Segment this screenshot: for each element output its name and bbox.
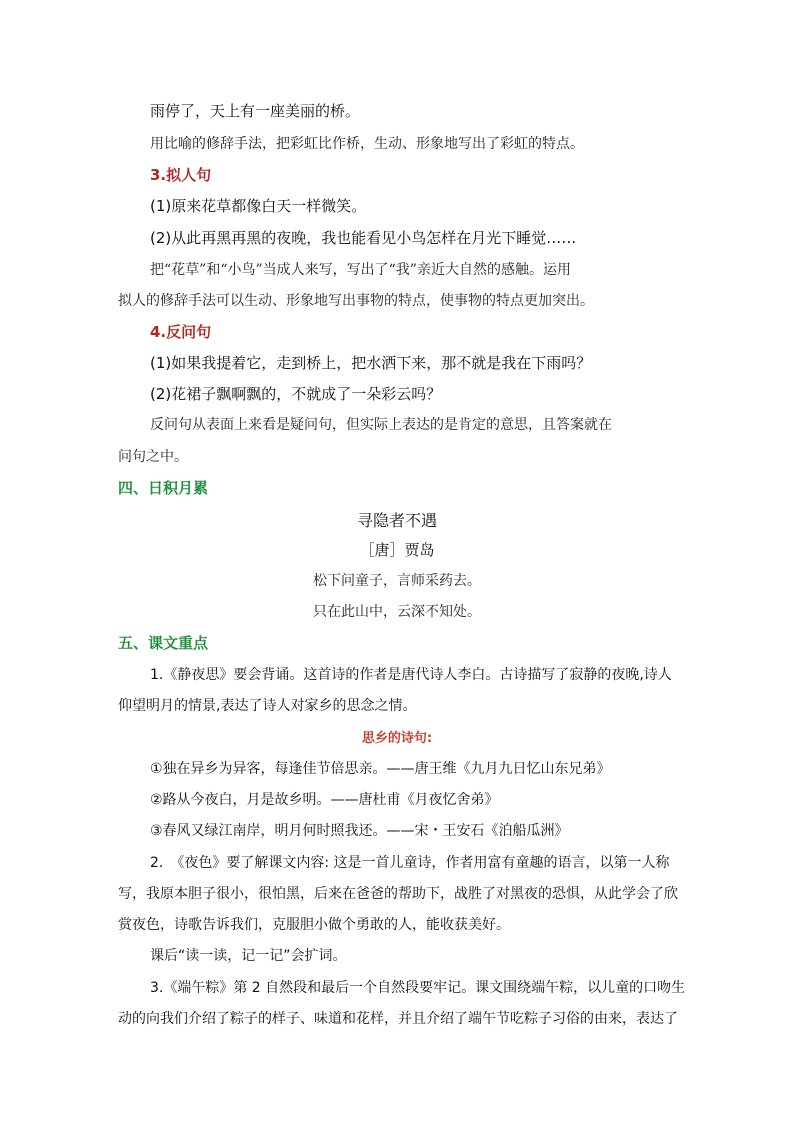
poem-author: ［唐］贾岛 xyxy=(359,541,435,559)
metaphor-explanation: 用比喻的修辞手法，把彩虹比作桥，生动、形象地写出了彩虹的特点。 xyxy=(150,136,584,152)
metaphor-example: 雨停了，天上有一座美丽的桥。 xyxy=(150,102,361,120)
rhetorical-sentence-1: (1)如果我提着它，走到桥上，把水洒下来，那不就是我在下雨吗？ xyxy=(150,354,592,372)
section-4-heading: 四、日积月累 xyxy=(118,479,209,497)
lesson-3-line-1: 3.《端午粽》第 2 自然段和最后一个自然段要牢记。课文围绕端午粽，以儿童的口吻生 xyxy=(150,980,686,996)
rhetorical-explanation-1: 反问句从表面上来看是疑问句，但实际上表达的是肯定的意思，且答案就在 xyxy=(150,417,612,433)
homesick-poems-heading: 思乡的诗句: xyxy=(361,731,433,746)
homesick-quote-3: ③春风又绿江南岸，明月何时照我还。——宋・王安石《泊船瓜洲》 xyxy=(150,823,569,839)
section-5-heading: 五、课文重点 xyxy=(118,634,209,652)
lesson-2-line-1: 2. 《夜色》要了解课文内容: 这是一首儿童诗，作者用富有童趣的语言，以第一人称 xyxy=(150,855,670,871)
lesson-1-line-2: 仰望明月的情景,表达了诗人对家乡的思念之情。 xyxy=(118,698,417,714)
rhetorical-explanation-2: 问句之中。 xyxy=(118,449,188,465)
homesick-quote-1: ①独在异乡为异客，每逢佳节倍思亲。——唐王维《九月九日忆山东兄弟》 xyxy=(150,761,611,777)
personification-explanation-1: 把“花草”和“小鸟”当成人来写，写出了“我”亲近大自然的感触。运用 xyxy=(150,262,571,278)
lesson-3-line-2: 动的向我们介绍了粽子的样子、味道和花样，并且介绍了端午节吃粽子习俗的由来，表达了 xyxy=(118,1011,678,1027)
poem-line-2: 只在此山中，云深不知处。 xyxy=(313,604,481,620)
lesson-2-line-4: 课后“读一读，记一记”会扩词。 xyxy=(150,948,347,964)
personification-heading: 3.拟人句 xyxy=(150,166,212,184)
rhetorical-heading: 4.反问句 xyxy=(150,323,212,341)
personification-sentence-1: (1)原来花草都像白天一样微笑。 xyxy=(150,197,367,215)
lesson-2-line-2: 写，我原本胆子很小，很怕黑，后来在爸爸的帮助下，战胜了对黑夜的恐惧，从此学会了欣 xyxy=(118,886,678,902)
poem-title: 寻隐者不遇 xyxy=(356,511,437,530)
lesson-1-line-1: 1.《静夜思》要会背诵。这首诗的作者是唐代诗人李白。古诗描写了寂静的夜晚,诗人 xyxy=(150,667,672,683)
lesson-2-line-3: 赏夜色，诗歌告诉我们，克服胆小做个勇敢的人，能收获美好。 xyxy=(118,917,510,933)
homesick-quote-2: ②路从今夜白，月是故乡明。——唐杜甫《月夜忆舍弟》 xyxy=(150,792,499,808)
personification-explanation-2: 拟人的修辞手法可以生动、形象地写出事物的特点，使事物的特点更加突出。 xyxy=(118,293,594,309)
poem-line-1: 松下问童子，言师采药去。 xyxy=(313,573,481,589)
personification-sentence-2: (2)从此再黑再黑的夜晚，我也能看见小鸟怎样在月光下睡觉…… xyxy=(150,229,577,247)
rhetorical-sentence-2: (2)花裙子飘啊飘的，不就成了一朵彩云吗？ xyxy=(150,385,442,403)
